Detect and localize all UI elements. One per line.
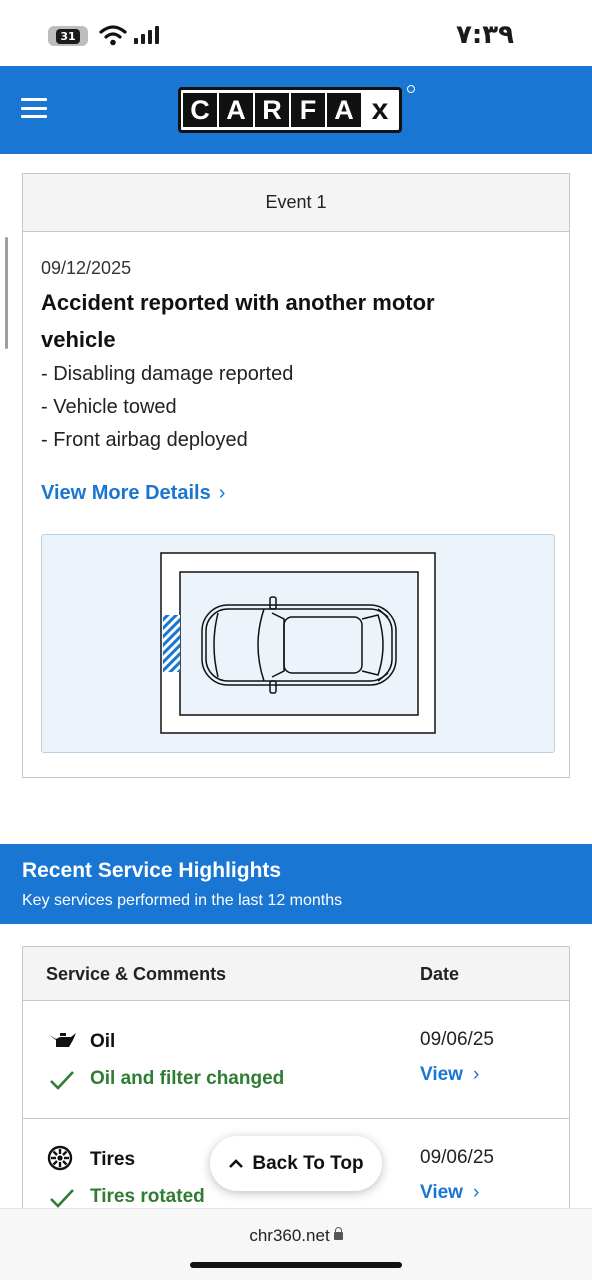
- view-service-link[interactable]: [420, 1064, 479, 1086]
- view-more-label: View More Details: [41, 482, 211, 504]
- vehicle-damage-diagram-svg: [42, 535, 556, 754]
- battery-level: 31: [56, 29, 79, 44]
- chevron-right-icon: ›: [472, 1182, 480, 1203]
- event-title: Accident reported with another motor vehicle: [41, 290, 435, 352]
- event-header: Event 1: [23, 174, 569, 232]
- event-date: 09/12/2025: [41, 258, 132, 278]
- view-more-details-link[interactable]: [41, 482, 225, 505]
- table-row: [23, 1001, 569, 1119]
- damage-diagram: [41, 534, 555, 753]
- back-to-top-label: Back To Top: [252, 1152, 364, 1174]
- view-service-link[interactable]: [420, 1182, 479, 1204]
- battery-icon: [48, 26, 88, 46]
- carfax-logo[interactable]: [178, 87, 402, 133]
- home-indicator[interactable]: [190, 1262, 402, 1268]
- app-header: [0, 66, 592, 154]
- view-label: View: [420, 1182, 463, 1203]
- chevron-up-icon: [228, 1158, 244, 1169]
- service-highlights-header: [0, 844, 592, 924]
- status-bar: [0, 0, 592, 66]
- service-name: Oil: [90, 1031, 116, 1052]
- event-detail: - Disabling damage reported: [41, 363, 294, 385]
- logo-letter: F: [291, 93, 325, 127]
- section-title: Recent Service Highlights: [22, 859, 282, 882]
- registered-mark-icon: [407, 85, 415, 93]
- status-time: ۷:۳۹: [455, 20, 514, 50]
- service-comment: Oil and filter changed: [90, 1068, 285, 1089]
- column-header-date: Date: [420, 964, 460, 984]
- section-subtitle: Key services performed in the last 12 months: [22, 892, 343, 909]
- event-detail: - Front airbag deployed: [41, 429, 248, 451]
- service-date: 09/06/25: [420, 1147, 494, 1168]
- service-date: 09/06/25: [420, 1029, 494, 1050]
- checkmark-icon: [49, 1069, 75, 1091]
- cellular-signal-icon: [134, 26, 159, 44]
- oil-can-icon: [47, 1030, 77, 1050]
- event-detail: - Vehicle towed: [41, 396, 177, 418]
- column-header-service: Service & Comments: [46, 964, 227, 984]
- view-label: View: [420, 1064, 463, 1085]
- service-table: [22, 946, 570, 1246]
- event-details-list: [41, 358, 293, 457]
- lock-icon: [334, 1232, 343, 1240]
- checkmark-icon: [49, 1187, 75, 1209]
- service-comment: Tires rotated: [90, 1186, 205, 1207]
- chevron-right-icon: ›: [218, 482, 226, 504]
- scroll-indicator: [5, 237, 8, 349]
- wifi-icon: [99, 24, 127, 46]
- hamburger-icon[interactable]: [21, 98, 47, 118]
- table-header: [23, 947, 569, 1001]
- chevron-right-icon: ›: [472, 1064, 480, 1085]
- url-text: chr360.net: [249, 1226, 330, 1245]
- damage-zone-left-front: [163, 615, 180, 672]
- back-to-top-button[interactable]: [210, 1136, 382, 1191]
- tire-icon: [47, 1145, 73, 1171]
- logo-letter: A: [327, 93, 361, 127]
- logo-letter: C: [183, 93, 217, 127]
- browser-address-bar[interactable]: [0, 1208, 592, 1280]
- logo-letter: x: [363, 93, 397, 127]
- url-display: [0, 1226, 592, 1246]
- logo-letter: R: [255, 93, 289, 127]
- logo-letter: A: [219, 93, 253, 127]
- event-card: [22, 173, 570, 778]
- service-name: Tires: [90, 1149, 136, 1170]
